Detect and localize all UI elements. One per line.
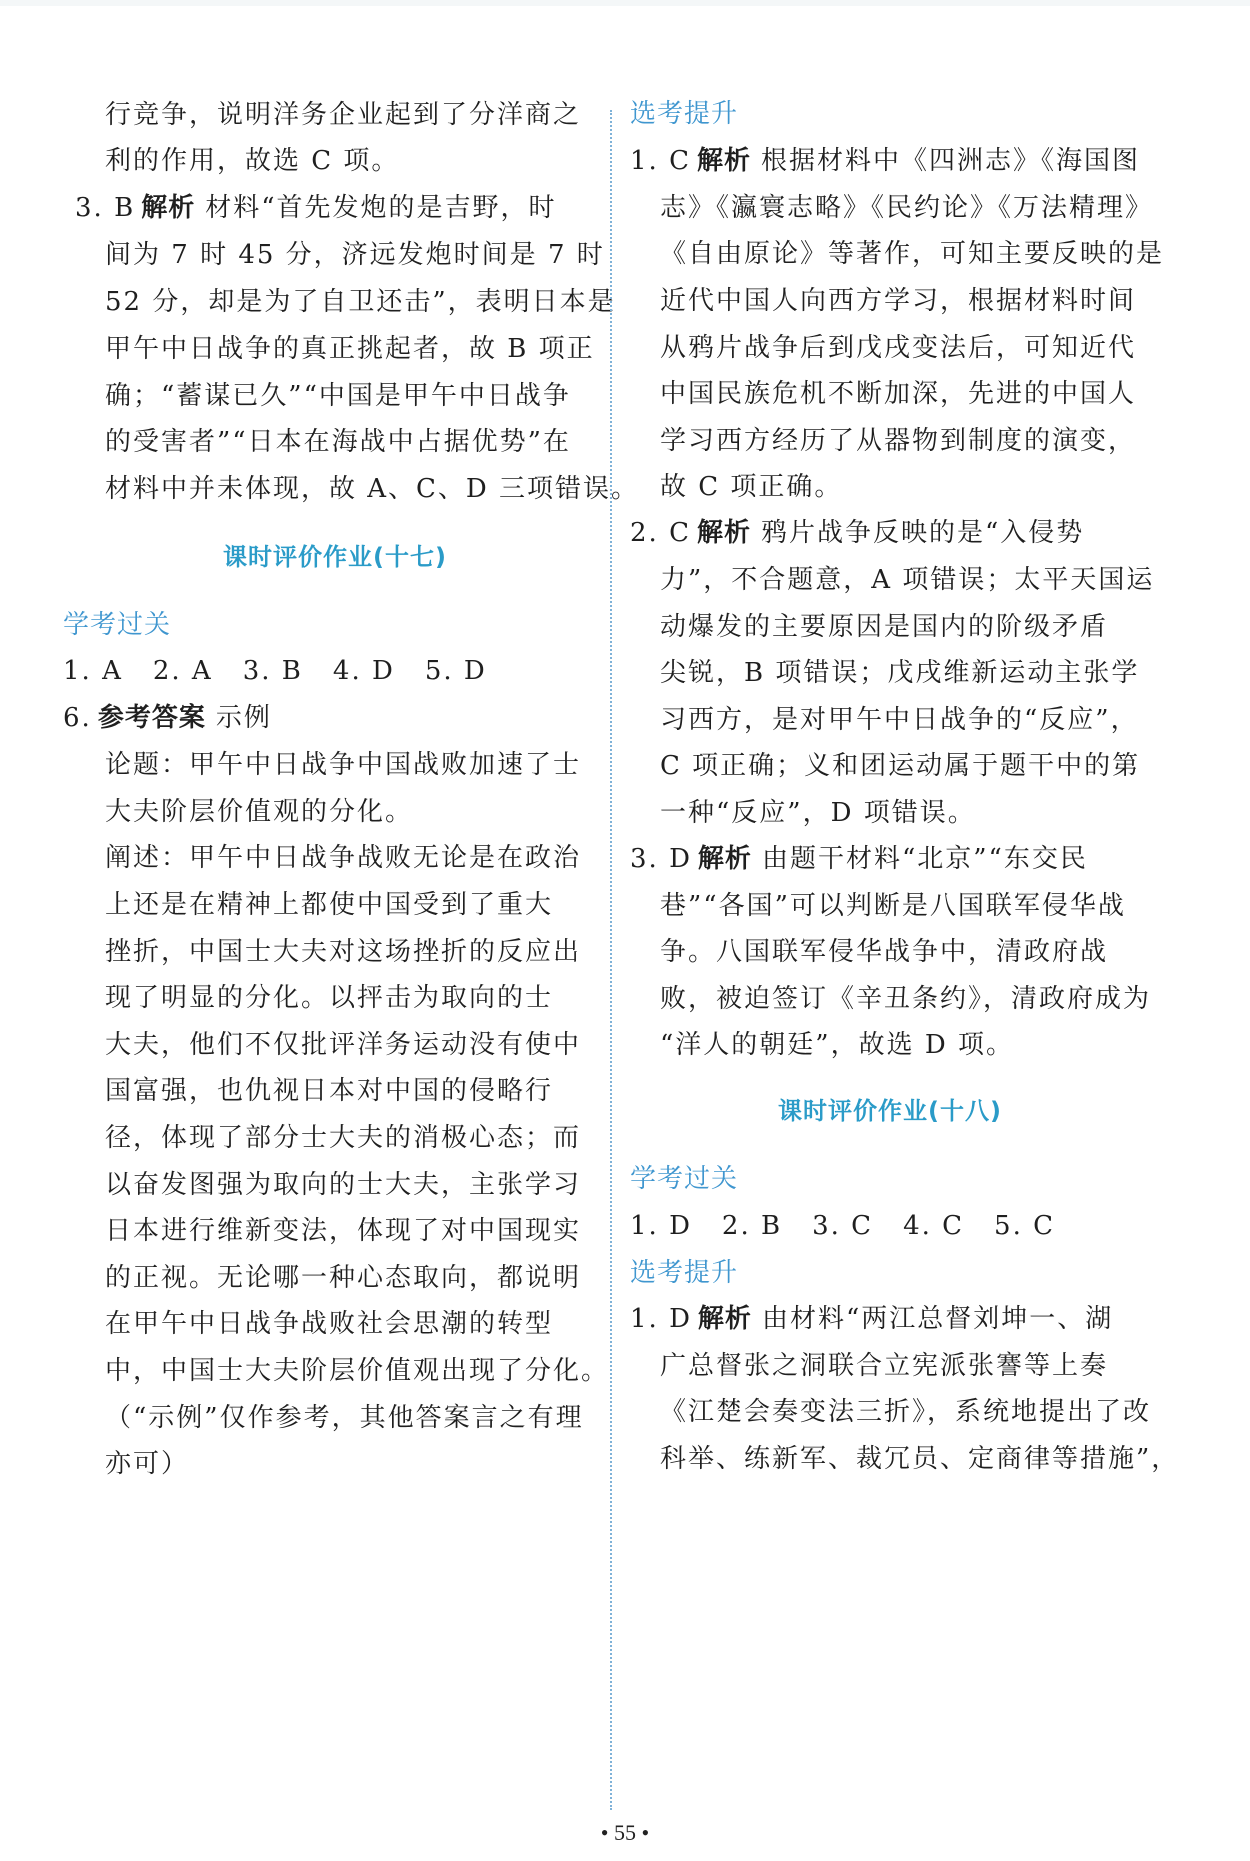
text-line: 学习西方经历了从器物到制度的演变， — [660, 426, 1137, 456]
text-line: 由材料“两江总督刘坤一、湖 — [761, 1304, 1114, 1334]
text-line: 尖锐，B 项错误；戊戌维新运动主张学 — [660, 658, 1140, 688]
text-line: 论题：甲午中日战争中国战败加速了士 — [105, 750, 582, 780]
text-line: 在甲午中日战争战败社会思潮的转型 — [105, 1309, 554, 1339]
text-line: 行竞争，说明洋务企业起到了分洋商之 — [105, 100, 582, 130]
text-line: 以奋发图强为取向的士大夫，主张学习 — [105, 1170, 582, 1200]
text-line: 志》《瀛寰志略》《民约论》《万法精理》 — [660, 193, 1154, 223]
text-line: 从鸦片战争后到戊戌变法后，可知近代 — [660, 333, 1137, 363]
text-line: 科举、练新军、裁冗员、定商律等措施”， — [660, 1444, 1180, 1474]
assignment-heading-17: 课时评价作业(十七) — [223, 543, 447, 571]
text-line: 日本进行维新变法，体现了对中国现实 — [105, 1216, 582, 1246]
top-rule — [0, 0, 1250, 6]
column-divider — [610, 110, 612, 1810]
answer-item: 5. C — [994, 1211, 1056, 1241]
text-line: 确；“蓄谋已久”“中国是甲午中日战争 — [105, 381, 571, 411]
text-line: 国富强，也仇视日本对中国的侵略行 — [105, 1076, 554, 1106]
text-line: 故 C 项正确。 — [660, 472, 843, 502]
analysis-label: 解析 — [696, 146, 751, 176]
text-line: 一种“反应”，D 项错误。 — [660, 798, 976, 828]
answer-item: 4. D — [332, 656, 395, 686]
text-line: 挫折，中国士大夫对这场挫折的反应出 — [105, 937, 582, 967]
question-number: 1. D — [630, 1304, 692, 1334]
question-number: 2. C — [630, 518, 691, 548]
text-line: 中国民族危机不断加深，先进的中国人 — [660, 379, 1137, 409]
text-line: 巷”“各国”可以判断是八国联军侵华战 — [660, 891, 1126, 921]
text-line: 大夫，他们不仅批评洋务运动没有使中 — [105, 1030, 582, 1060]
analysis-label: 解析 — [697, 844, 752, 874]
section-xueka: 学考过关 — [630, 1164, 739, 1194]
question-number: 3. D — [630, 844, 692, 874]
text-line: 示例 — [215, 703, 272, 733]
text-line: 间为 7 时 45 分，济远发炮时间是 7 时 — [105, 240, 605, 270]
answer-item: 1. D — [630, 1211, 692, 1241]
answer-item: 1. A — [63, 656, 123, 686]
question-3 — [75, 190, 557, 226]
text-line: 败，被迫签订《辛丑条约》，清政府成为 — [660, 984, 1152, 1014]
text-line: 由题干材料“北京”“东交民 — [761, 844, 1088, 874]
text-line: 亦可） — [105, 1449, 190, 1479]
text-line: 甲午中日战争的真正挑起者，故 B 项正 — [105, 334, 595, 364]
text-line: 材料“首先发炮的是吉野，时 — [205, 193, 557, 223]
reference-answer-label: 参考答案 — [97, 703, 206, 733]
text-line: 材料中并未体现，故 A、C、D 三项错误。 — [105, 474, 640, 504]
text-line: （“示例”仅作参考，其他答案言之有理 — [105, 1403, 584, 1433]
text-line: 中，中国士大夫阶层价值观出现了分化。 — [105, 1356, 610, 1386]
section-xueka: 学考过关 — [63, 610, 172, 640]
text-line: C 项正确；义和团运动属于题干中的第 — [660, 751, 1141, 781]
right-question-3 — [630, 841, 1088, 877]
text-line: 的正视。无论哪一种心态取向，都说明 — [105, 1263, 582, 1293]
text-line: 上还是在精神上都使中国受到了重大 — [105, 890, 554, 920]
analysis-label: 解析 — [697, 1304, 752, 1334]
text-line: 大夫阶层价值观的分化。 — [105, 797, 414, 827]
section-xuankao: 选考提升 — [630, 99, 739, 129]
answer-list — [630, 1208, 1085, 1244]
text-line: 力”，不合题意，A 项错误；太平天国运 — [660, 565, 1155, 595]
text-line: 现了明显的分化。以抨击为取向的士 — [105, 983, 554, 1013]
section-xuankao: 选考提升 — [630, 1258, 739, 1288]
text-line: 近代中国人向西方学习，根据材料时间 — [660, 286, 1137, 316]
text-line: 动爆发的主要原因是国内的阶级矛盾 — [660, 612, 1109, 642]
text-line: 《江楚会奏变法三折》，系统地提出了改 — [660, 1397, 1152, 1427]
answer-item: 2. B — [721, 1211, 783, 1241]
text-line: 利的作用，故选 C 项。 — [105, 146, 400, 176]
analysis-label: 解析 — [141, 193, 196, 223]
text-line: 广总督张之洞联合立宪派张謇等上奏 — [660, 1351, 1109, 1381]
text-line: 的受害者”“日本在海战中占据优势”在 — [105, 427, 571, 457]
text-line: 根据材料中《四洲志》《海国图 — [760, 146, 1140, 176]
answer-item: 5. D — [424, 656, 487, 686]
right-question-2 — [630, 515, 1084, 551]
text-line: 习西方，是对甲午中日战争的“反应”， — [660, 705, 1139, 735]
analysis-label: 解析 — [696, 518, 751, 548]
text-line: 阐述：甲午中日战争战败无论是在政治 — [105, 843, 582, 873]
answer-list — [63, 653, 517, 689]
question-number: 3. B — [75, 193, 136, 223]
text-line: “洋人的朝廷”，故选 D 项。 — [660, 1030, 1014, 1060]
text-line: 52 分，却是为了自卫还击”，表明日本是 — [105, 287, 616, 317]
text-line: 径，体现了部分士大夫的消极心态；而 — [105, 1123, 582, 1153]
answer-item: 2. A — [152, 656, 213, 686]
page-number: • 55 • — [600, 1820, 650, 1845]
question-6 — [63, 700, 272, 736]
text-line: 《自由原论》等著作，可知主要反映的是 — [660, 239, 1165, 269]
answer-item: 4. C — [903, 1211, 965, 1241]
text-line: 争。八国联军侵华战争中，清政府战 — [660, 937, 1109, 967]
assignment-heading-18: 课时评价作业(十八) — [778, 1097, 1002, 1125]
right-question-1 — [630, 143, 1140, 179]
question-number: 1. C — [630, 146, 691, 176]
answer-item: 3. C — [812, 1211, 874, 1241]
question-number: 6. — [63, 703, 92, 733]
answer-item: 3. B — [242, 656, 303, 686]
text-line: 鸦片战争反映的是“入侵势 — [760, 518, 1085, 548]
right-question-4 — [630, 1301, 1113, 1337]
